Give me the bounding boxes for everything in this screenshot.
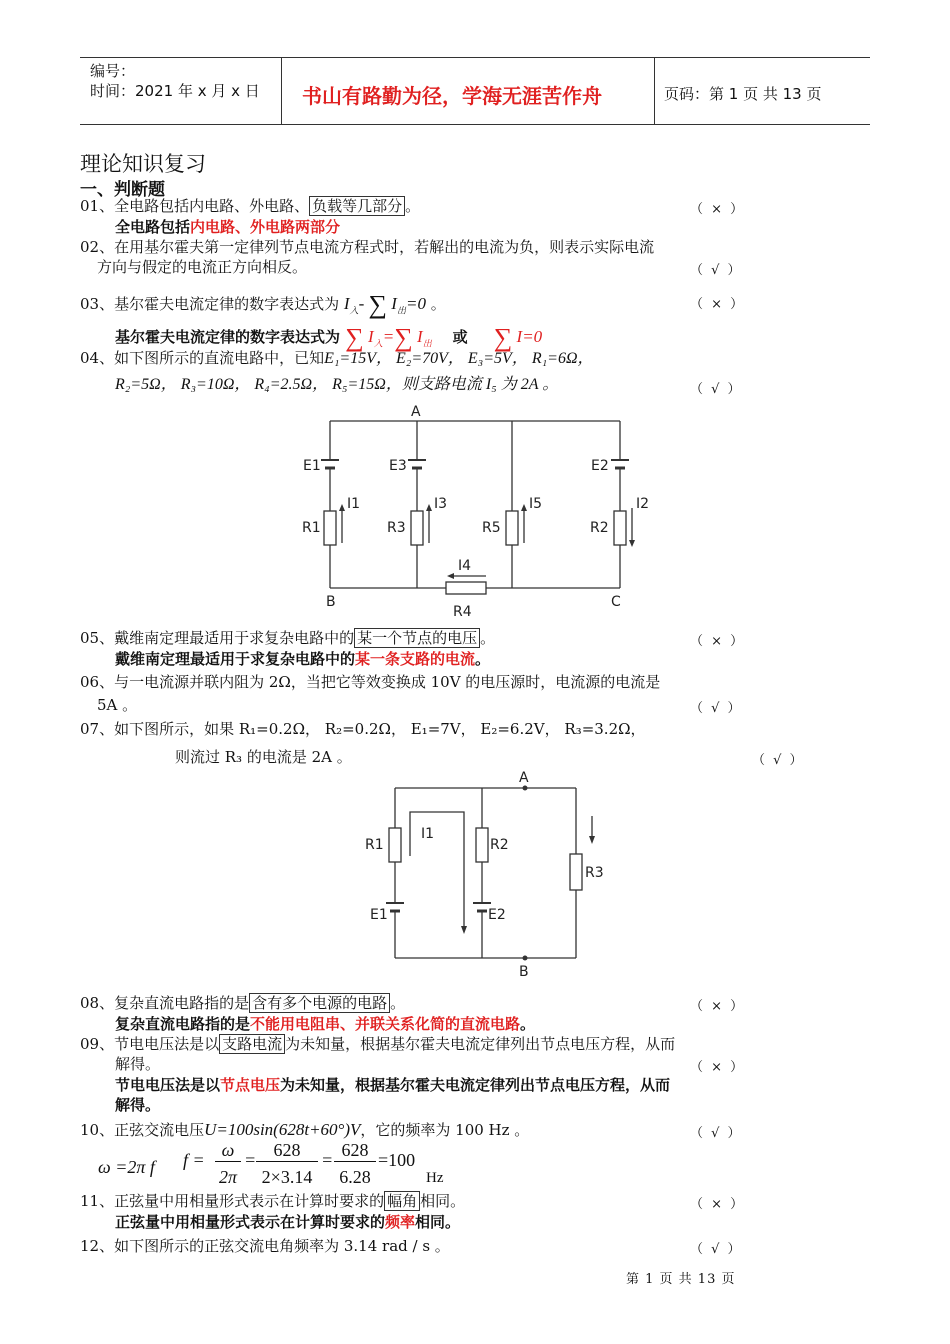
frequency-derivation: ω =2π f f = ω 2π = 628 2×3.14 = 628 6.28 =100 Hz — [98, 1140, 444, 1187]
current-label: I5 — [529, 496, 543, 512]
question-04 — [80, 348, 594, 369]
resistor-label: R2 — [590, 520, 609, 536]
code-label: 编号： — [90, 62, 136, 80]
question-05 — [80, 628, 495, 648]
given-values: E₁=15V， E₂=70V， E₃=5V， R₁=6Ω， — [324, 350, 594, 367]
answer-mark: （ × ） — [690, 999, 746, 1014]
correction-01 — [115, 217, 340, 237]
page-footer: 第 1 页 共 13 页 — [626, 1272, 736, 1287]
correction-text: 戴维南定理最适用于求复杂电路中的 — [115, 650, 356, 668]
question-text: 11、正弦量中用相量形式表示在计算时要求的 — [80, 1192, 385, 1210]
question-text: 01、全电路包括内电路、外电路、 — [80, 197, 310, 215]
question-text: 10、正弦交流电压 — [80, 1121, 205, 1139]
correction-text: 复杂直流电路指的是 — [115, 1015, 251, 1033]
correction-text: 节电电压法是以 — [115, 1076, 221, 1094]
answer-mark: （ × ） — [690, 1197, 746, 1212]
time-label: 时间：2021 年 x 月 x 日 — [90, 82, 260, 100]
current-label: I1 — [421, 826, 435, 842]
current-label: I2 — [636, 496, 650, 512]
kcl-formula-alt: ∑ I=0 — [493, 323, 543, 352]
question-text: 。 — [480, 629, 496, 647]
question-04-cont — [115, 374, 558, 395]
question-text: 。 — [405, 197, 421, 215]
answer-mark: （ √ ） — [752, 753, 805, 768]
resistor-label: R1 — [365, 837, 384, 853]
correction-highlight: 某一条支路的电流 — [355, 650, 476, 668]
battery-label: E1 — [370, 907, 388, 923]
correction-highlight: 频率 — [385, 1213, 416, 1231]
kcl-formula: $I_入-$ ∑ $I_出=0$ — [343, 290, 426, 319]
question-text: 04、如下图所示的直流电路中，已知 — [80, 349, 325, 367]
node-label: B — [519, 964, 529, 980]
question-09 — [80, 1034, 675, 1054]
correction-08 — [115, 1014, 535, 1034]
question-07-cont: 则流过 R₃ 的电流是 2A 。 — [175, 748, 352, 766]
resistor-label: R3 — [585, 865, 604, 881]
question-text: 为未知量，根据基尔霍夫电流定律列出节点电压方程，从而 — [285, 1035, 676, 1053]
correction-highlight: 节点电压 — [220, 1076, 281, 1094]
circuit-diagram-2 — [355, 766, 615, 984]
battery-label: E1 — [303, 458, 321, 474]
answer-mark: （ √ ） — [690, 1242, 743, 1257]
boxed-phrase: 含有多个电源的电路 — [249, 993, 390, 1013]
correction-text: 为未知量，根据基尔霍夫电流定律列出节点电压方程，从而 — [280, 1076, 671, 1094]
resistor-label: R5 — [482, 520, 501, 536]
voltage-formula: U=100sin(628t+60°)V — [204, 1120, 361, 1139]
correction-highlight: 不能用电阻串、并联关系化简的直流电路 — [250, 1015, 521, 1033]
node-label: B — [326, 594, 336, 610]
correction-text: 正弦量中用相量形式表示在计算时要求的 — [115, 1213, 386, 1231]
question-02-cont: 方向与假定的电流正方向相反。 — [97, 258, 308, 276]
question-11 — [80, 1191, 465, 1211]
correction-highlight: 内电路、外电路两部分 — [190, 218, 341, 236]
circuit-diagram-1 — [290, 398, 670, 623]
answer-mark: （ × ） — [690, 634, 746, 649]
battery-label: E2 — [488, 907, 506, 923]
header-divider — [281, 57, 282, 125]
resistor-label: R2 — [490, 837, 509, 853]
answer-mark: （ √ ） — [690, 382, 743, 397]
header-bottom-border — [80, 124, 870, 125]
node-label: C — [611, 594, 621, 610]
question-06-cont: 5A 。 — [97, 696, 138, 714]
correction-text: 相同。 — [415, 1213, 461, 1231]
resistor-label: R1 — [302, 520, 321, 536]
question-10 — [80, 1120, 529, 1140]
question-08 — [80, 993, 405, 1013]
or-word: 或 — [452, 328, 468, 346]
answer-mark: （ √ ） — [690, 263, 743, 278]
resistor-label: R4 — [453, 604, 472, 620]
question-09-cont: 解得。 — [115, 1055, 161, 1073]
battery-label: E2 — [591, 458, 609, 474]
current-label: I4 — [458, 558, 472, 574]
kcl-formula-correct: ∑ $I_入=\sum$ $I_出$ — [345, 323, 432, 352]
question-text: 03、基尔霍夫电流定律的数字表达式为 — [80, 295, 340, 313]
page-label: 页码：第 1 页 共 13 页 — [664, 85, 822, 103]
answer-mark: （ √ ） — [690, 1126, 743, 1141]
correction-text: 。 — [475, 650, 491, 668]
answer-mark: （ √ ） — [690, 701, 743, 716]
question-text: ，它的频率为 100 Hz 。 — [360, 1121, 530, 1139]
header-divider — [654, 57, 655, 125]
answer-mark: （ × ） — [690, 202, 746, 217]
question-07: 07、如下图所示，如果 R₁=0.2Ω， R₂=0.2Ω， E₁=7V， E₂=6.2V， R₃=3.2Ω， — [80, 720, 646, 738]
answer-mark: （ × ） — [690, 1060, 746, 1075]
battery-label: E3 — [389, 458, 407, 474]
question-text: 08、复杂直流电路指的是 — [80, 994, 250, 1012]
correction-09 — [115, 1075, 670, 1095]
question-03: 03、基尔霍夫电流定律的数字表达式为 $I_入-$ ∑ $I_出=0$ 。 — [80, 290, 446, 319]
boxed-phrase: 幅角 — [384, 1191, 420, 1211]
correction-09-cont: 解得。 — [115, 1096, 161, 1114]
boxed-phrase: 某一个节点的电压 — [354, 628, 480, 648]
correction-11 — [115, 1212, 460, 1232]
question-text: 相同。 — [420, 1192, 466, 1210]
answer-mark: （ × ） — [690, 297, 746, 312]
node-label: A — [519, 770, 529, 786]
boxed-phrase: 支路电流 — [219, 1034, 285, 1054]
question-06: 06、与一电流源并联内阻为 2Ω，当把它等效变换成 10V 的电压源时，电流源的电流是 — [80, 673, 661, 691]
header-top-border — [80, 57, 870, 58]
question-12: 12、如下图所示的正弦交流电角频率为 3.14 rad / s 。 — [80, 1237, 450, 1255]
correction-05 — [115, 649, 490, 669]
correction-text: 基尔霍夫电流定律的数字表达式为 — [115, 328, 341, 346]
question-text: 09、节电电压法是以 — [80, 1035, 220, 1053]
question-text: 05、戴维南定理最适用于求复杂电路中的 — [80, 629, 355, 647]
question-02: 02、在用基尔霍夫第一定律列节点电流方程式时，若解出的电流为负，则表示实际电流 — [80, 238, 655, 256]
current-label: I3 — [434, 496, 448, 512]
correction-text: 全电路包括 — [115, 218, 191, 236]
given-values: R₂=5Ω， R₃=10Ω， R₄=2.5Ω， R₅=15Ω，则支路电流 I₅ 为 2A 。 — [115, 376, 559, 393]
resistor-label: R3 — [387, 520, 406, 536]
boxed-phrase: 负载等几部分 — [309, 196, 405, 216]
motto: 书山有路勤为径，学海无涯苦作舟 — [302, 84, 602, 108]
section-heading: 一、判断题 — [80, 180, 165, 200]
correction-text: 。 — [520, 1015, 536, 1033]
question-text: 。 — [390, 994, 406, 1012]
current-label: I1 — [347, 496, 361, 512]
node-label: A — [411, 404, 421, 420]
question-01 — [80, 196, 420, 216]
page-title: 理论知识复习 — [80, 152, 206, 176]
